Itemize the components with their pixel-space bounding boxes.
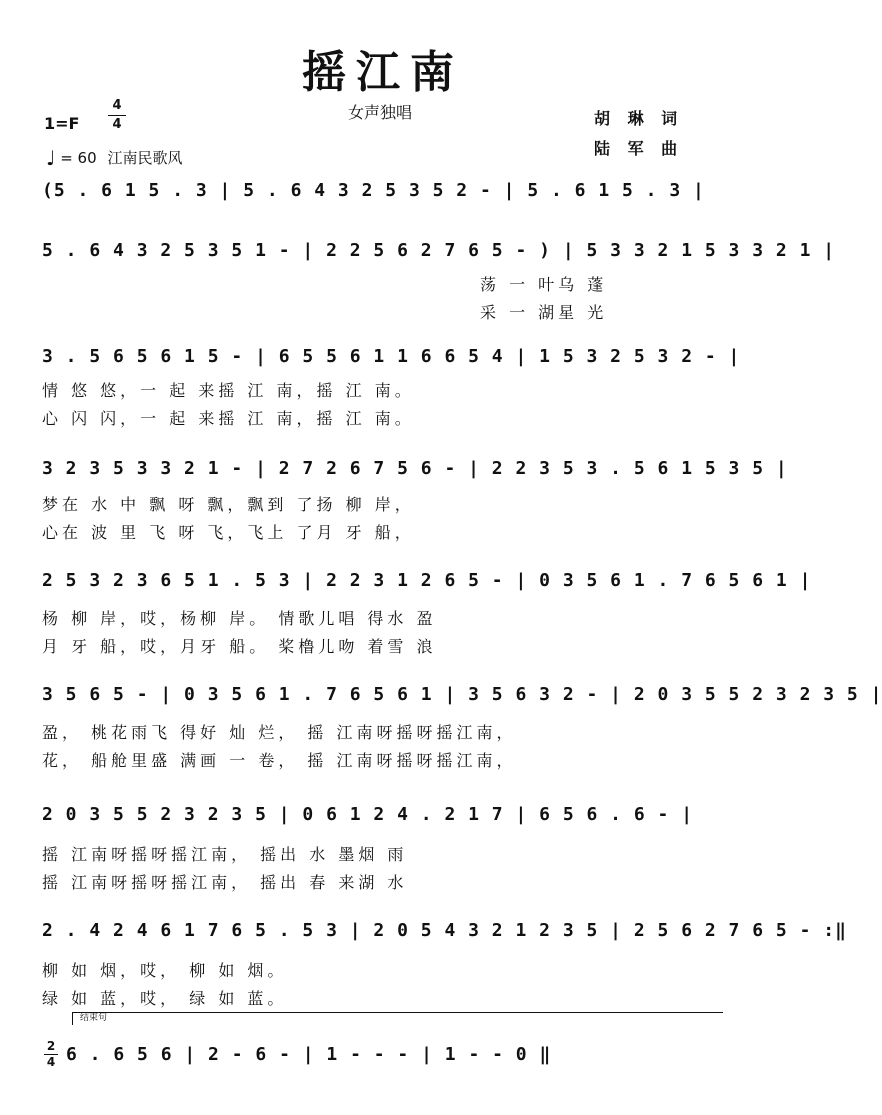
- quarter-note-icon: ♩: [46, 146, 56, 170]
- lyric-line-6-verse-2: 花， 船舱里盛 满画 一 卷， 摇 江南呀摇呀摇江南，: [42, 751, 517, 770]
- time-signature: [108, 98, 126, 133]
- coda-time-signature: [44, 1040, 58, 1069]
- composer: 陆 军 曲: [594, 139, 684, 158]
- key-signature: 1=F: [44, 114, 80, 133]
- score-line-6: 3 5 6 5 - | 0 3 5 6 1 . 7 6 5 6 1 | 3 5 6 3 2 - | 2 0 3 5 5 2 3 2 3 5 |: [42, 684, 882, 705]
- performance-type: 女声独唱: [347, 103, 412, 122]
- score-line-3: 3 . 5 6 5 6 1 5 - | 6 5 5 6 1 1 6 6 5 4 | 1 5 3 2 5 3 2 - |: [42, 346, 741, 367]
- lyric-line-3-verse-2: 心 闪 闪，一 起 来摇 江 南，摇 江 南。: [42, 409, 415, 428]
- tempo-value: = 60: [60, 149, 97, 167]
- score-line-8: 2 . 4 2 4 6 1 7 6 5 . 5 3 | 2 0 5 4 3 2 1 2 3 5 | 2 5 6 2 7 6 5 - :‖: [42, 920, 847, 941]
- lyric-line-2-verse-1: 荡 一 叶乌 蓬: [480, 275, 608, 294]
- lyric-line-2-verse-2: 采 一 湖星 光: [480, 303, 608, 322]
- coda-bracket: [72, 1012, 723, 1025]
- coda-label: 结束句: [80, 1013, 108, 1023]
- lyric-line-7-verse-2: 摇 江南呀摇呀摇江南， 摇出 春 来湖 水: [42, 873, 408, 892]
- lyric-line-8-verse-1: 柳 如 烟，哎， 柳 如 烟。: [42, 961, 288, 980]
- tempo-marking: [46, 146, 182, 170]
- coda-time-top: 2: [46, 1039, 56, 1053]
- time-bottom: 4: [112, 117, 122, 132]
- score-line-1: (5 . 6 1 5 . 3 | 5 . 6 4 3 2 5 3 5 2 - | 5 . 6 1 5 . 3 |: [42, 180, 705, 201]
- score-line-4: 3 2 3 5 3 3 2 1 - | 2 7 2 6 7 5 6 - | 2 2 3 5 3 . 5 6 1 5 3 5 |: [42, 458, 788, 479]
- credits: [594, 104, 683, 164]
- lyric-line-8-verse-2: 绿 如 蓝，哎， 绿 如 蓝。: [42, 989, 288, 1008]
- song-title: 摇江南: [302, 47, 464, 98]
- style-marking: 江南民歌风: [107, 149, 183, 167]
- lyric-line-4-verse-2: 心在 波 里 飞 呀 飞，飞上 了月 牙 船，: [42, 523, 415, 542]
- lyric-line-4-verse-1: 梦在 水 中 飘 呀 飘，飘到 了扬 柳 岸，: [42, 495, 415, 514]
- score-line-7: 2 0 3 5 5 2 3 2 3 5 | 0 6 1 2 4 . 2 1 7 | 6 5 6 . 6 - |: [42, 804, 694, 825]
- lyric-line-7-verse-1: 摇 江南呀摇呀摇江南， 摇出 水 墨烟 雨: [42, 845, 408, 864]
- coda-time-bottom: 4: [46, 1055, 56, 1069]
- lyric-line-5-verse-1: 杨 柳 岸，哎，杨柳 岸。 情歌儿唱 得水 盈: [42, 609, 437, 628]
- score-line-5: 2 5 3 2 3 6 5 1 . 5 3 | 2 2 3 1 2 6 5 - | 0 3 5 6 1 . 7 6 5 6 1 |: [42, 570, 812, 591]
- lyric-line-3-verse-1: 情 悠 悠，一 起 来摇 江 南，摇 江 南。: [42, 381, 415, 400]
- lyric-line-5-verse-2: 月 牙 船，哎，月牙 船。 桨橹儿吻 着雪 浪: [42, 637, 437, 656]
- lyricist: 胡 琳 词: [594, 109, 684, 128]
- lyric-line-6-verse-1: 盈， 桃花雨飞 得好 灿 烂， 摇 江南呀摇呀摇江南，: [42, 723, 517, 742]
- score-line-2: 5 . 6 4 3 2 5 3 5 1 - | 2 2 5 6 2 7 6 5 - ) | 5 3 3 2 1 5 3 3 2 1 |: [42, 240, 836, 261]
- time-top: 4: [112, 98, 122, 113]
- score-coda-line: 6 . 6 5 6 | 2 - 6 - | 1 - - - | 1 - - 0 ‖: [66, 1044, 552, 1065]
